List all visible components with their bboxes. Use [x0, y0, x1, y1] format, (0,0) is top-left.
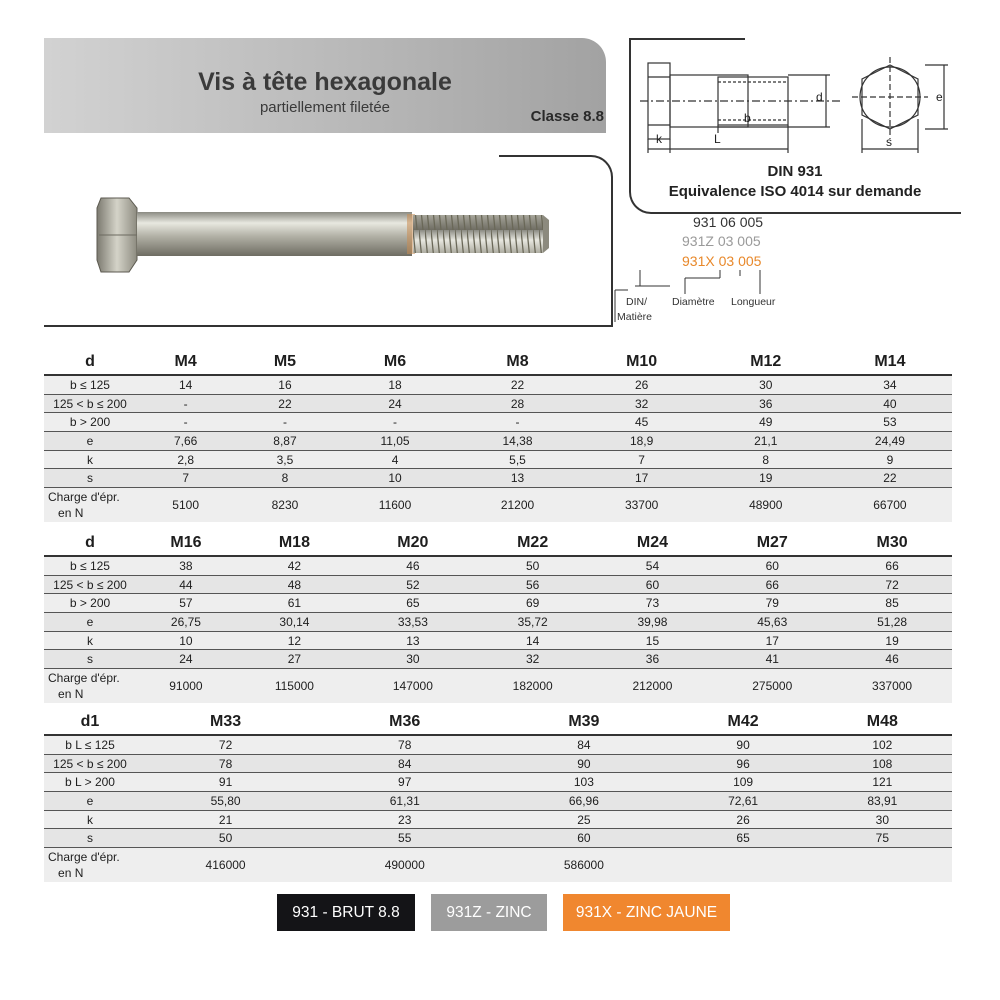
- page-title: Vis à tête hexagonale: [198, 68, 452, 96]
- table-head-size: M39: [494, 710, 673, 735]
- table-head-label: d: [44, 531, 136, 556]
- table-row: e 7,66 8,87 11,05 14,38 18,9 21,1 24,49: [44, 432, 952, 451]
- table-head-size: M10: [580, 350, 704, 375]
- table-row: e 55,80 61,31 66,96 72,61 83,91: [44, 792, 952, 811]
- table-head-size: M14: [828, 350, 952, 375]
- spec-table-2: [44, 531, 952, 703]
- table-head-size: M6: [335, 350, 456, 375]
- table-row: b L ≤ 125 72 78 84 90 102: [44, 735, 952, 754]
- table-head-label: d1: [44, 710, 136, 735]
- table-row-charge: Charge d'épr. en N 416000 490000 586000: [44, 848, 952, 883]
- table-row: s 7 8 10 13 17 19 22: [44, 469, 952, 488]
- table-row: 125 < b ≤ 200 44 48 52 56 60 66 72: [44, 575, 952, 594]
- table-head-label: d: [44, 350, 136, 375]
- page-subtitle: partiellement filetée: [259, 99, 391, 116]
- table-head-size: M27: [712, 531, 832, 556]
- code-line-zinc-jaune: 931X 03 005: [682, 253, 762, 269]
- table-row: b ≤ 125 14 16 18 22 26 30 34: [44, 375, 952, 394]
- table-row: b ≤ 125 38 42 46 50 54 60 66: [44, 556, 952, 575]
- table-head-size: M8: [455, 350, 579, 375]
- din-equivalence: Equivalence ISO 4014 sur demande: [668, 183, 922, 200]
- table-head-size: M48: [813, 710, 952, 735]
- code-label-longueur: Longueur: [731, 296, 776, 308]
- diagram-label-d: d: [816, 90, 823, 104]
- table-head-size: M24: [593, 531, 713, 556]
- table-row: 125 < b ≤ 200 78 84 90 96 108: [44, 754, 952, 773]
- table-row: k 2,8 3,5 4 5,5 7 8 9: [44, 450, 952, 469]
- diagram-label-L: L: [714, 132, 721, 146]
- diagram-label-b: b: [744, 111, 751, 125]
- legend-zinc: 931Z - ZINC: [431, 894, 547, 931]
- table-row-charge: Charge d'épr. en N 91000 115000 147000 182000 212000 275000 337000: [44, 669, 952, 704]
- table-row: k 10 12 13 14 15 17 19: [44, 631, 952, 650]
- table-head-size: M33: [136, 710, 315, 735]
- table-row: b > 200 - - - - 45 49 53: [44, 413, 952, 432]
- table-row: s 50 55 60 65 75: [44, 829, 952, 848]
- table-head-size: M18: [236, 531, 353, 556]
- din-label: [630, 162, 960, 202]
- table-row: b L > 200 91 97 103 109 121: [44, 773, 952, 792]
- table-row: k 21 23 25 26 30: [44, 810, 952, 829]
- diagram-label-k: k: [656, 132, 662, 146]
- table-head-size: M30: [832, 531, 952, 556]
- legend-zinc-jaune: 931X - ZINC JAUNE: [563, 894, 730, 931]
- table-row: b > 200 57 61 65 69 73 79 85: [44, 594, 952, 613]
- table-head-size: M12: [704, 350, 828, 375]
- code-label-diametre: Diamètre: [672, 296, 715, 308]
- code-line-zinc: 931Z 03 005: [682, 233, 761, 249]
- table-head-size: M42: [673, 710, 812, 735]
- legend-brut: 931 - BRUT 8.8: [277, 894, 415, 931]
- table-head-size: M5: [235, 350, 334, 375]
- spec-table-3: [44, 710, 952, 882]
- spec-table-1: [44, 350, 952, 522]
- table-head-size: M20: [353, 531, 473, 556]
- table-row: s 24 27 30 32 36 41 46: [44, 650, 952, 669]
- table-head-size: M36: [315, 710, 494, 735]
- class-label: Classe 8.8: [530, 108, 604, 125]
- table-row-charge: Charge d'épr. en N 5100 8230 11600 21200 33700 48900 66700: [44, 488, 952, 523]
- code-line-brut: 931 06 005: [693, 214, 764, 230]
- bolt-photo: [95, 190, 555, 280]
- table-head-size: M22: [473, 531, 593, 556]
- diagram-label-s: s: [886, 135, 892, 149]
- table-row: e 26,75 30,14 33,53 35,72 39,98 45,63 51,28: [44, 613, 952, 632]
- table-row: 125 < b ≤ 200 - 22 24 28 32 36 40: [44, 394, 952, 413]
- title-band: [44, 38, 606, 133]
- diagram-label-e: e: [936, 90, 943, 104]
- table-head-size: M4: [136, 350, 235, 375]
- code-label-din: DIN/: [626, 296, 647, 308]
- code-label-matiere: Matière: [617, 311, 653, 323]
- din-standard: DIN 931: [767, 163, 823, 180]
- bolt-diagram: [640, 55, 960, 155]
- table-head-size: M16: [136, 531, 236, 556]
